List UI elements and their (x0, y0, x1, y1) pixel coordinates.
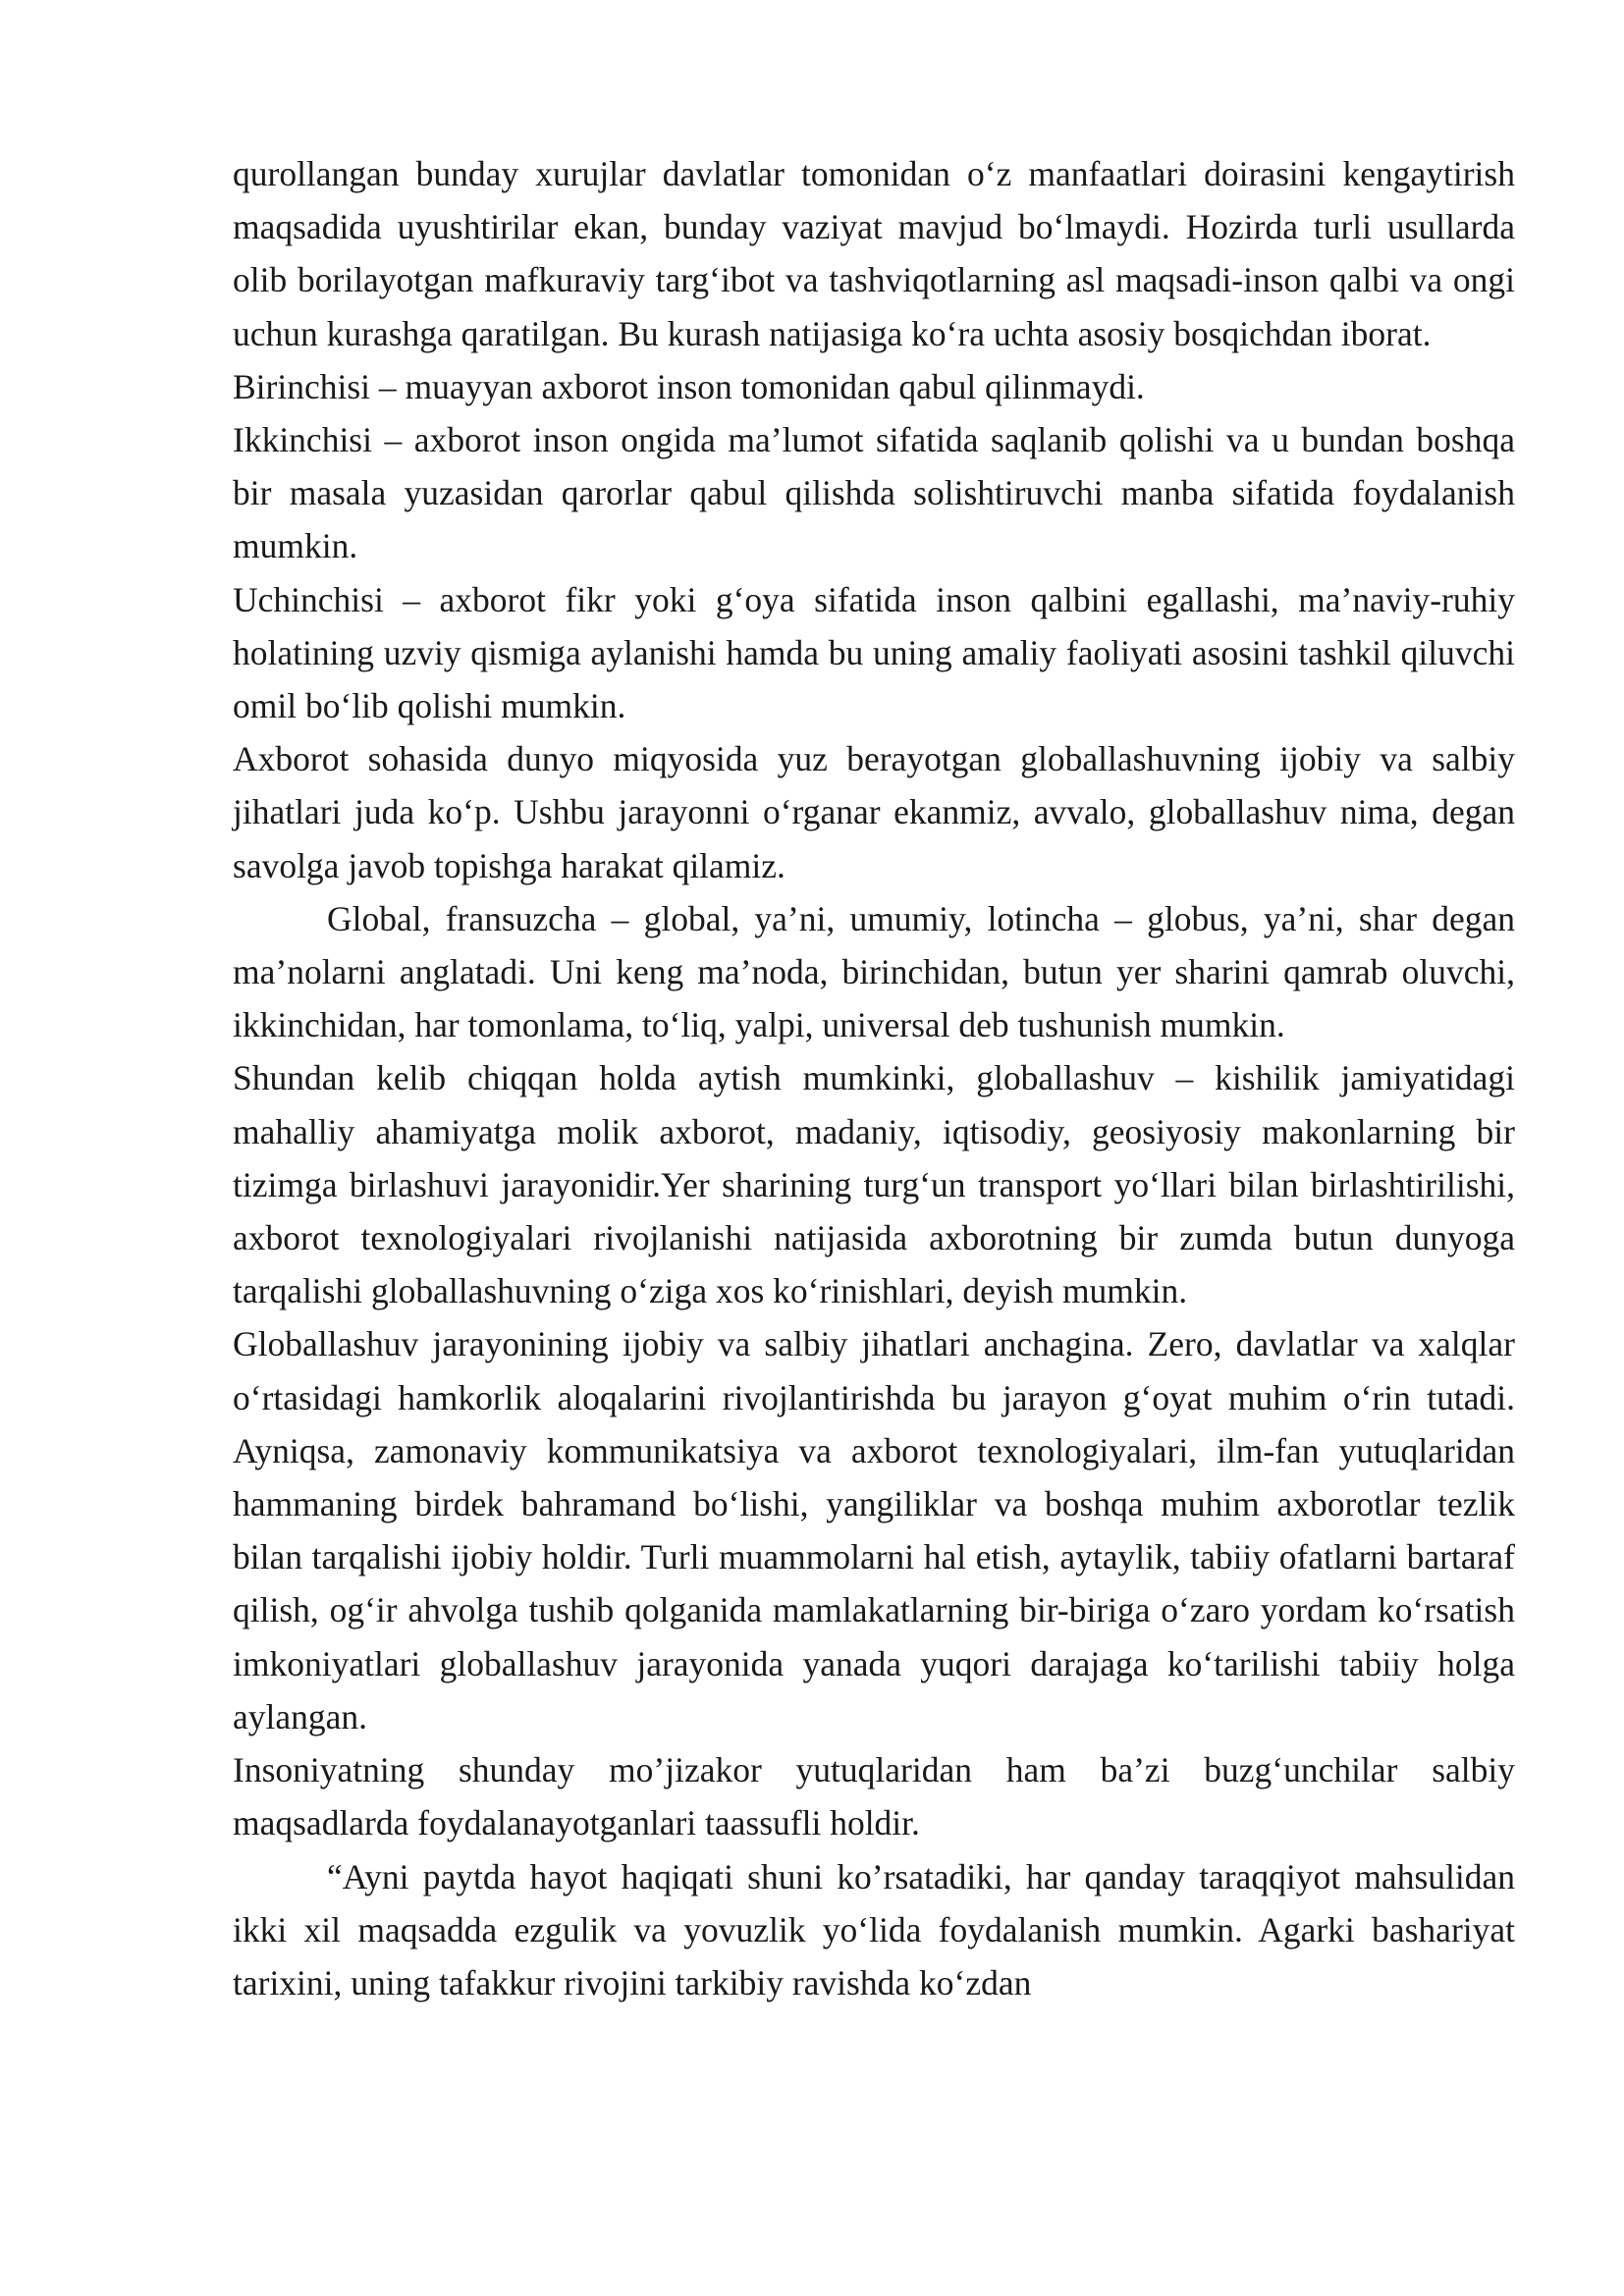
paragraph-4: Uchinchisi – axborot fikr yoki g‘oya sifatida inson qalbini egallashi, ma’naviy-ruhiy holatining uzviy qismiga aylanishi hamda bu uning amaliy faoliyati asosini tashkil qiluvchi omil bo‘lib qolishi mumkin. (233, 579, 1515, 726)
paragraph-8: Globallashuv jarayonining ijobiy va salbiy jihatlari anchagina. Zero, davlatlar va xalqlar o‘rtasidagi hamkorlik aloqalarini rivojlantirishda bu jarayon g‘oyat muhim o‘rin tutadi. Ayniqsa, zamonaviy kommunikatsiya va axborot texnologiyalari, ilm-fan yutuqlaridan hammaning birdek bahramand bo‘lishi, yangiliklar va boshqa muhim axborotlar tezlik bilan tarqalishi ijobiy holdir. Turli muammolarni hal etish, aytaylik, tabiiy ofatlarni bartaraf qilish, og‘ir ahvolga tushib qolganida mamlakatlarning bir-biriga o‘zaro yordam ko‘rsatish imkoniyatlari globallashuv jarayonida yanada yuqori darajaga ko‘tarilishi tabiiy holga aylangan. (233, 1324, 1515, 1736)
paragraph-7: Shundan kelib chiqqan holda aytish mumkinki, globallashuv – kishilik jamiyatidagi mahalliy ahamiyatga molik axborot, madaniy, iqtisodiy, geosiyosiy makonlarning bir tizimga birlashuvi jarayonidir.Yer sharining turg‘un transport yo‘llari bilan birlashtirilishi, axborot texnologiyalari rivojlanishi natijasida axborotning bir zumda butun dunyoga tarqalishi globallashuvning o‘ziga xos ko‘rinishlari, deyish mumkin. (233, 1058, 1515, 1311)
paragraph-1: qurollangan bunday xurujlar davlatlar tomonidan o‘z manfaatlari doirasini kengaytirish maqsadida uyushtirilar ekan, bunday vaziyat mavjud bo‘lmaydi. Hozirda turli usullarda olib borilayotgan mafkuraviy targ‘ibot va tashviqotlarning asl maqsadi-inson qalbi va ongi uchun kurashga qaratilgan. Bu kurash natijasiga ko‘ra uchta asosiy bosqichdan iborat. (233, 154, 1515, 353)
paragraph-5: Axborot sohasida dunyo miqyosida yuz berayotgan globallashuvning ijobiy va salbiy jihatlari juda ko‘p. Ushbu jarayonni o‘rganar ekanmiz, avvalo, globallashuv nima, degan savolga javob topishga harakat qilamiz. (233, 739, 1515, 885)
paragraph-6: Global, fransuzcha – global, ya’ni, umumiy, lotincha – globus, ya’ni, shar degan ma’nolarni anglatadi. Uni keng ma’noda, birinchidan, butun yer sharini qamrab oluvchi, ikkinchidan, har tomonlama, to‘liq, yalpi, universal deb tushunish mumkin. (233, 898, 1515, 1045)
paragraph-10: “Ayni paytda hayot haqiqati shuni ko’rsatadiki, har qanday taraqqiyot mahsulidan ikki xil maqsadda ezgulik va yovuzlik yo‘lida foydalanish mumkin. Agarki bashariyat tarixini, uning tafakkur rivojini tarkibiy ravishda ko‘zdan (233, 1856, 1515, 2002)
paragraph-9: Insoniyatning shunday mo’jizakor yutuqlaridan ham ba’zi buzg‘unchilar salbiy maqsadlarda foydalanayotganlari taassufli holdir. (233, 1750, 1515, 1843)
document-page (233, 147, 1515, 2009)
paragraph-2: Birinchisi – muayyan axborot inson tomonidan qabul qilinmaydi. (233, 366, 1145, 406)
paragraph-3: Ikkinchisi – axborot inson ongida ma’lumot sifatida saqlanib qolishi va u bundan boshqa bir masala yuzasidan qarorlar qabul qilishda solishtiruvchi manba sifatida foydalanish mumkin. (233, 420, 1515, 566)
